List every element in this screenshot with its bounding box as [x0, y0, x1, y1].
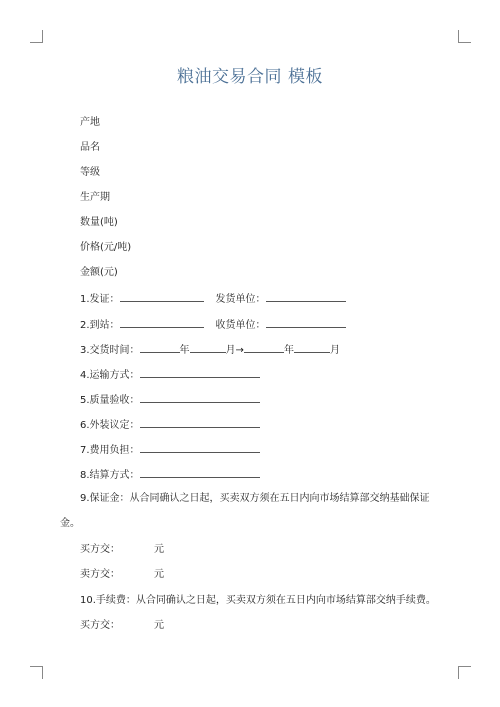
yuan-label: 元	[154, 620, 164, 631]
clause-7	[80, 442, 260, 458]
cost-blank[interactable]	[140, 442, 260, 453]
seller-label: 卖方交：	[80, 569, 120, 580]
page-corner-mark	[30, 30, 43, 43]
clause-3	[80, 342, 340, 358]
field-production-date: 生产期	[80, 192, 110, 203]
clause-7-label: 7.费用负担：	[80, 445, 140, 456]
clause-8-label: 8.结算方式：	[80, 470, 140, 481]
clause-8	[80, 467, 260, 483]
month-label: 月	[329, 345, 340, 356]
year-label: 年	[179, 345, 190, 356]
shipper-blank[interactable]	[266, 291, 346, 302]
field-price: 价格(元/吨)	[80, 242, 132, 253]
settlement-blank[interactable]	[140, 467, 260, 478]
buyer-label: 买方交：	[80, 544, 120, 555]
clause-2	[80, 317, 346, 333]
yuan-label: 元	[154, 544, 164, 555]
clause-9-text: 9.保证金：从合同确认之日起，买卖双方须在五日内向市场结算部交纳基础保证	[80, 493, 430, 504]
field-grade: 等级	[80, 167, 100, 178]
clause-1-shipper-label: 发货单位：	[215, 294, 266, 305]
clause-4-label: 4.运输方式：	[80, 370, 140, 381]
yuan-label: 元	[154, 569, 164, 580]
certificate-blank[interactable]	[120, 291, 204, 302]
clause-9-continuation: 金。	[60, 518, 80, 529]
clause-2-consignee-label: 收货单位：	[215, 320, 266, 331]
clause-6-label: 6.外装议定：	[80, 420, 140, 431]
month-arrow-label: 月→	[225, 345, 244, 356]
transport-blank[interactable]	[140, 367, 260, 378]
clause-6	[80, 417, 260, 433]
page-corner-mark	[458, 30, 471, 43]
field-product-name: 品名	[80, 142, 100, 153]
month-to-blank[interactable]	[294, 342, 330, 353]
year-to-blank[interactable]	[244, 342, 284, 353]
document-title: 粮油交易合同 模板	[177, 67, 323, 87]
clause-5-label: 5.质量验收：	[80, 395, 140, 406]
year-from-blank[interactable]	[140, 342, 180, 353]
clause-4	[80, 367, 260, 383]
buyer-fee	[80, 619, 164, 633]
month-from-blank[interactable]	[190, 342, 226, 353]
page-corner-mark	[30, 666, 43, 679]
clause-3-label: 3.交货时间：	[80, 345, 140, 356]
page-corner-mark	[458, 666, 471, 679]
buyer-label: 买方交：	[80, 620, 120, 631]
packaging-blank[interactable]	[140, 417, 260, 428]
consignee-blank[interactable]	[266, 317, 346, 328]
clause-5	[80, 392, 260, 408]
field-quantity: 数量(吨)	[80, 217, 118, 228]
clause-1-label: 1.发证：	[80, 294, 120, 305]
field-amount: 金额(元)	[80, 267, 118, 278]
field-origin: 产地	[80, 117, 100, 128]
clause-2-label: 2.到站：	[80, 320, 120, 331]
seller-deposit	[80, 568, 164, 582]
station-blank[interactable]	[120, 317, 204, 328]
year-label: 年	[283, 345, 294, 356]
clause-10-text: 10.手续费：从合同确认之日起，买卖双方须在五日内向市场结算部交纳手续费。	[80, 595, 436, 606]
quality-blank[interactable]	[140, 392, 260, 403]
buyer-deposit	[80, 543, 164, 557]
clause-1	[80, 291, 346, 307]
